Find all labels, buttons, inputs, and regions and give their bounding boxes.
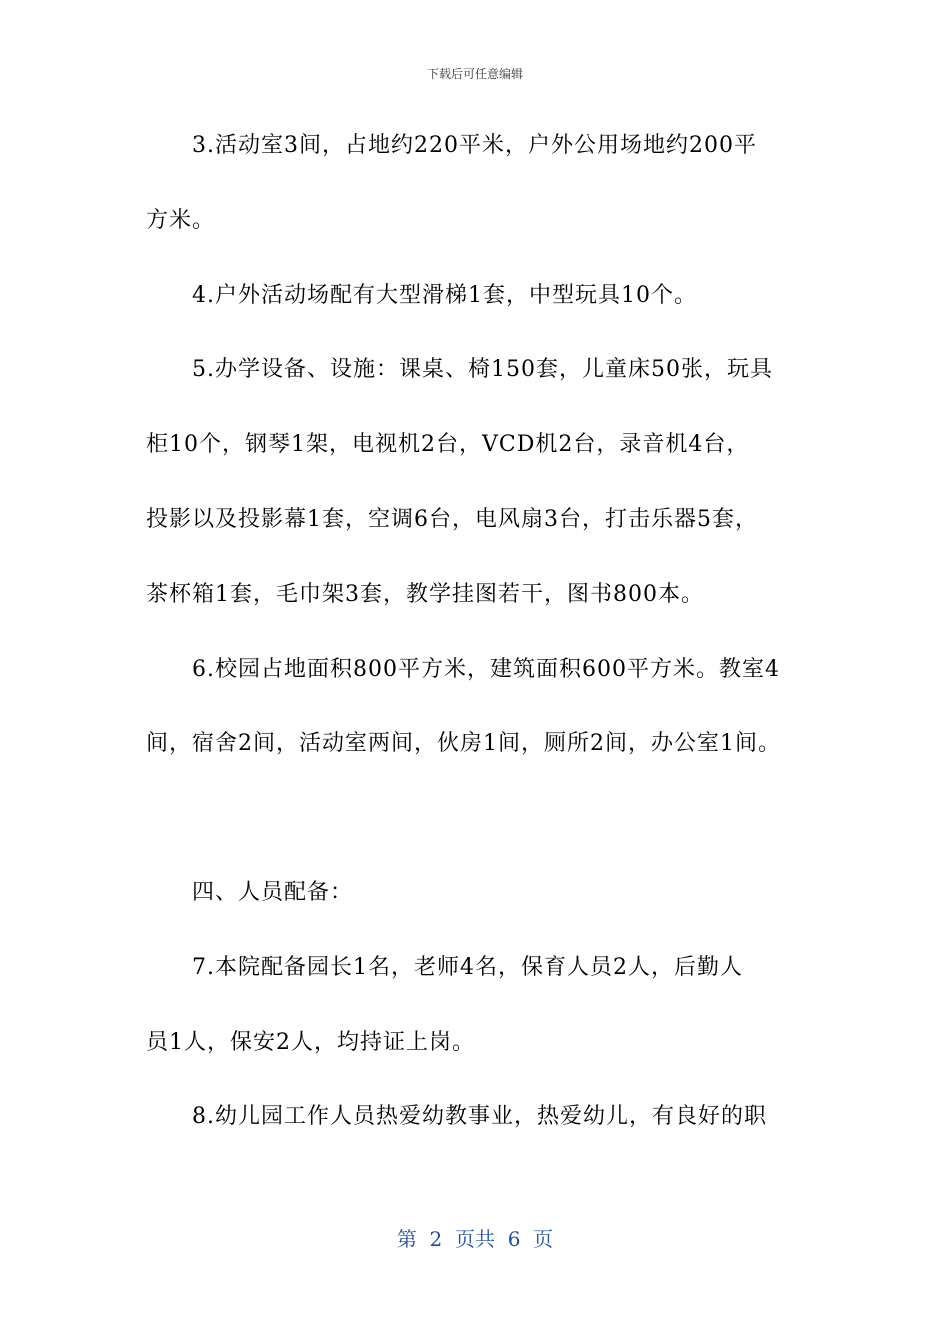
section-heading: 四、人员配备： bbox=[192, 880, 354, 905]
paragraph-line: 投影以及投影幕1套，空调6台，电风扇3台，打击乐器5套， bbox=[146, 507, 758, 532]
page-header-note: 下载后可任意编辑 bbox=[426, 67, 523, 81]
paragraph-line: 间，宿舍2间，活动室两间，伙房1间，厕所2间，办公室1间。 bbox=[146, 731, 781, 756]
paragraph-line: 5.办学设备、设施：课桌、椅150套，儿童床50张，玩具 bbox=[192, 357, 773, 382]
paragraph-line: 4.户外活动场配有大型滑梯1套，中型玩具10个。 bbox=[192, 283, 697, 308]
paragraph-line: 7.本院配备园长1名，老师4名，保育人员2人，后勤人 bbox=[192, 955, 743, 980]
paragraph-line: 8.幼儿园工作人员热爱幼教事业，热爱幼儿，有良好的职 bbox=[192, 1104, 767, 1129]
paragraph-line: 6.校园占地面积800平方米，建筑面积600平方米。教室4 bbox=[192, 657, 780, 682]
page-number-footer: 第 2 页共 6 页 bbox=[396, 1227, 554, 1251]
paragraph-line: 茶杯箱1套，毛巾架3套，教学挂图若干，图书800本。 bbox=[146, 582, 704, 607]
paragraph-line: 员1人，保安2人，均持证上岗。 bbox=[146, 1030, 475, 1055]
paragraph-line: 3.活动室3间，占地约220平米，户外公用场地约200平 bbox=[192, 133, 757, 158]
paragraph-line: 方米。 bbox=[146, 208, 216, 233]
paragraph-line: 柜10个，钢琴1架，电视机2台，VCD机2台，录音机4台， bbox=[146, 432, 750, 457]
